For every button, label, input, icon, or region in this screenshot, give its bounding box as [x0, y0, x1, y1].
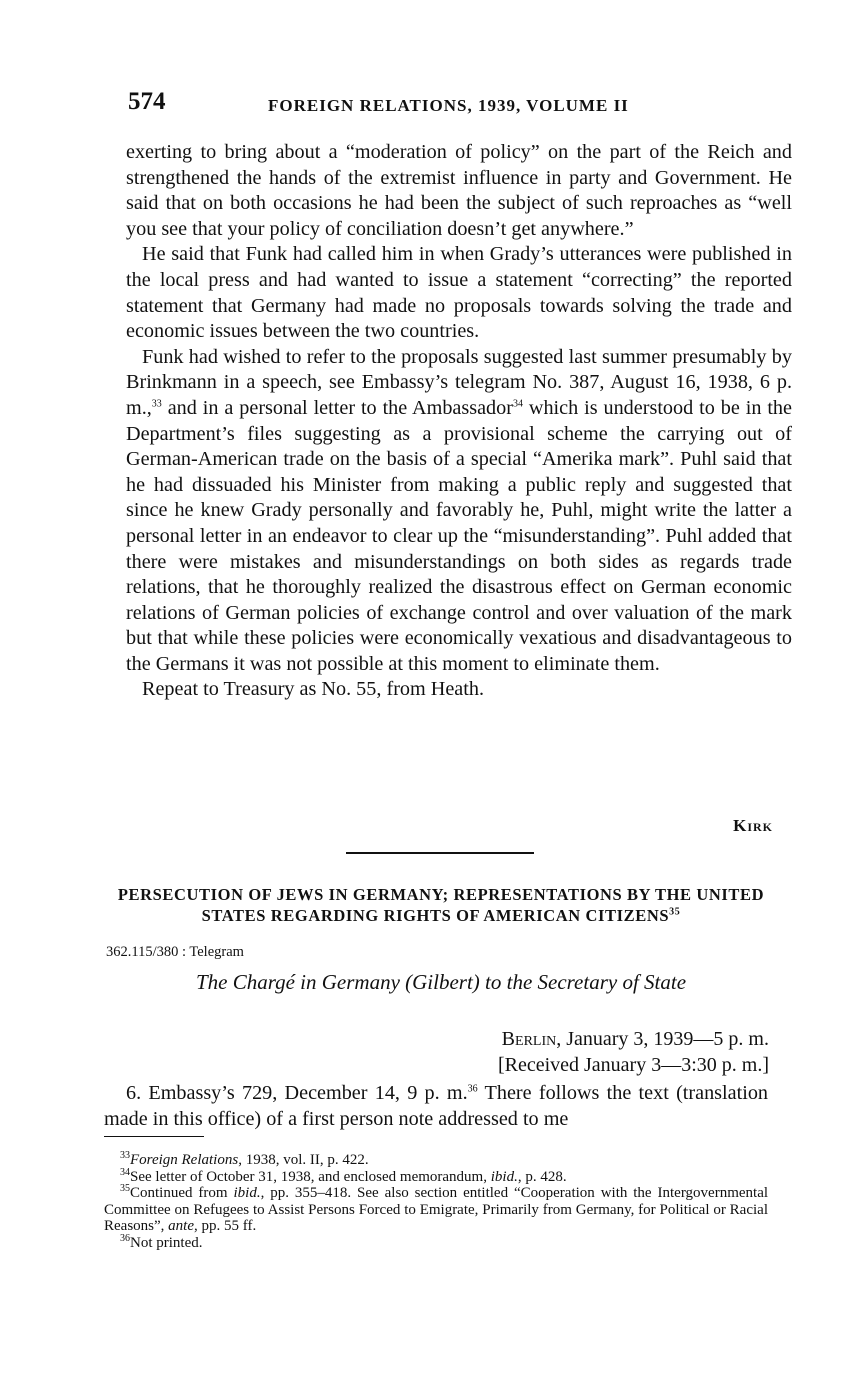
dateline-sent	[498, 1026, 769, 1052]
footnote-34-text-a: See letter of October 31, 1938, and enclosed memorandum,	[130, 1168, 491, 1185]
footnote-33-title: Foreign Relations	[130, 1152, 239, 1168]
footnote-34-number: 34	[120, 1166, 130, 1178]
footnote-35-text-c: , pp. 55 ff.	[193, 1218, 257, 1234]
telegram-paragraph-part-a: 6. Embassy’s 729, December 14, 9 p. m.	[126, 1082, 468, 1104]
footnote-33-number: 33	[120, 1150, 130, 1161]
dateline-received: [Received January 3—3:30 p. m.]	[497, 1054, 769, 1076]
paragraph-proposals-part-c: which is understood to be in the Department’s files suggesting as a provisional scheme the carrying out of German-American trade on the basis of a special “Amerika mark”. Puhl said that he had dissuaded his Minister from making a public reply and suggested that since he knew Grady personally and favorably he, Puhl, might write the latter a personal letter in an endeavor to clear up the “misunderstanding”. Puhl added that there were mistakes and misunderstandings on both sides as regards trade relations, that he thoroughly realized the disastrous effect on German economic relations of German policies of exchange control and over valuation of the mark but that while these policies were economically vexatious and disadvantageous to the Germans it was not possible at this moment to eliminate them.	[126, 396, 792, 675]
footnote-36-text: Not printed.	[130, 1234, 203, 1251]
footnote-35-ante: ante	[168, 1218, 194, 1234]
section-heading-text: PERSECUTION OF JEWS IN GERMANY; REPRESENTATIONS BY THE UNITED STATES REGARDING RIGHTS OF AMERICAN CITIZENS	[117, 885, 765, 925]
running-title: FOREIGN RELATIONS, 1939, VOLUME II	[268, 96, 629, 115]
footnote-36-number: 36	[120, 1232, 130, 1244]
footnote-rule	[104, 1136, 204, 1137]
footnote-34-text-b: , p. 428.	[517, 1168, 567, 1185]
footnotes	[104, 1152, 768, 1251]
running-head	[128, 88, 788, 124]
dateline-place: Berlin	[501, 1028, 557, 1050]
signature: Kirk	[733, 816, 773, 835]
footnote-36	[104, 1232, 768, 1252]
footnote-ref-33[interactable]: 33	[151, 398, 162, 410]
body-text	[126, 140, 792, 703]
footnote-35-number: 35	[120, 1183, 130, 1194]
document-title: The Chargé in Germany (Gilbert) to the Secretary of State	[195, 970, 687, 994]
page-number: 574	[128, 88, 166, 115]
footnote-ref-36[interactable]: 36	[467, 1083, 478, 1095]
dateline-time: , January 3, 1939—5 p. m.	[556, 1028, 769, 1050]
footnote-35-text-b: , pp. 355–418. See also section entitled “Cooperation with the Intergovernmental Committee on Refugees to Assist Persons Forced to Emigrate, Primarily from Germany, for Political or Racial Reasons”,	[104, 1185, 769, 1234]
footnote-34-ibid: ibid.	[490, 1168, 518, 1185]
paragraph-repeat: Repeat to Treasury as No. 55, from Heath.	[142, 678, 485, 701]
dateline	[498, 1026, 769, 1078]
section-divider	[346, 852, 534, 854]
paragraph-proposals-part-a: Funk had wished to refer to the proposals suggested last summer presumably by Brinkmann in a speech, see Embassy’s telegram No. 387, August 16, 1938, 6 p. m.,	[126, 345, 792, 419]
section-heading	[108, 884, 774, 926]
paragraph-proposals-part-b: and in a personal letter to the Ambassador	[161, 396, 513, 419]
footnote-33-text: , 1938, vol. II, p. 422.	[238, 1152, 369, 1168]
footnote-35	[104, 1185, 768, 1235]
telegram-paragraph-part-b: There follows the text (translation made in this office) of a first person note addressed to me	[104, 1082, 769, 1130]
file-reference: 362.115/380 : Telegram	[106, 944, 244, 960]
paragraph-continued: exerting to bring about a “moderation of policy” on the part of the Reich and strengthened the hands of the extremist influence in party and Government. He said that on both occasions he had been the subject of such reproaches as “well you see that your policy of conciliation doesn’t get anywhere.”	[126, 141, 792, 240]
telegram-body	[104, 1080, 768, 1132]
telegram-paragraph	[104, 1080, 768, 1132]
footnote-33	[104, 1152, 768, 1169]
footnote-ref-34[interactable]: 34	[512, 398, 523, 410]
footnote-34	[104, 1166, 768, 1186]
footnote-35-text-a: Continued from	[130, 1185, 234, 1201]
paragraph-proposals	[126, 345, 792, 678]
footnote-ref-35[interactable]: 35	[669, 906, 681, 918]
footnote-35-ibid: ibid.	[233, 1185, 261, 1201]
paragraph-funk-statement: He said that Funk had called him in when Grady’s utterances were published in the local press and had wanted to issue a statement “correcting” the reported statement that Germany had made no proposals towards solving the trade and economic issues between the two countries.	[126, 243, 792, 343]
